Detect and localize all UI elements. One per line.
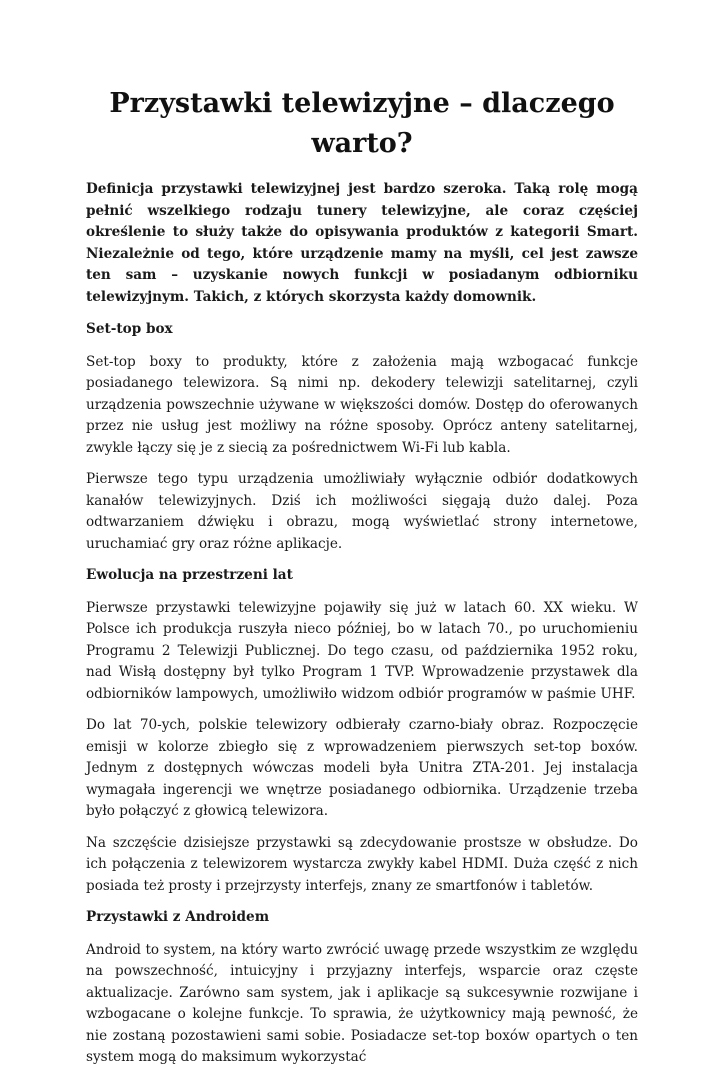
section-set-top-box xyxy=(86,319,638,555)
page-title: Przystawki telewizyjne – dlaczego warto? xyxy=(109,88,615,159)
paragraph: Do lat 70-ych, polskie telewizory odbierały czarno-biały obraz. Rozpoczęcie emisji w kolorze zbiegło się z wprowadzeniem pierwszych set-top boxów. Jednym z dostępnych wówczas modeli była Unitra ZTA-201. Jej instalacja wymagała ingerencji we wnętrze posiadanego odbiornika. Urządzenie trzeba było połączyć z głowicą telewizora. xyxy=(86,717,638,819)
paragraph: Android to system, na który warto zwrócić uwagę przede wszystkim ze względu na powszechność, intuicyjny i przyjazny interfejs, wsparcie oraz częste aktualizacje. Zarówno sam system, jak i aplikacje są sukcesywnie rozwijane i wzbogacane o kolejne funkcje. To sprawia, że użytkownicy mają pewność, że nie zostaną pozostawieni sami sobie. Posiadacze set-top boxów opartych o ten system mogą do maksimum wykorzystać xyxy=(86,941,638,1065)
paragraph: Na szczęście dzisiejsze przystawki są zdecydowanie prostsze w obsłudze. Do ich połączenia z telewizorem wystarcza zwykły kabel HDMI. Duża część z nich posiada też prosty i przejrzysty interfejs, znany ze smartfonów i tabletów. xyxy=(86,834,638,894)
paragraph: Set-top boxy to produkty, które z założenia mają wzbogacać funkcje posiadanego telewizora. Są nimi np. dekodery telewizji satelitarnej, czyli urządzenia powszechnie używane w większości domów. Dostęp do oferowanych przez nie usług jest możliwy na różne sposoby. Oprócz anteny satelitarnej, zwykle łączy się je z siecią za pośrednictwem Wi-Fi lub kabla. xyxy=(86,353,638,456)
section-android xyxy=(86,907,638,1069)
section-heading: Set-top box xyxy=(86,321,173,337)
section-heading: Ewolucja na przestrzeni lat xyxy=(86,567,293,583)
paragraph: Pierwsze przystawki telewizyjne pojawiły się już w latach 60. XX wieku. W Polsce ich produkcja ruszyła nieco później, bo w latach 70., po uruchomieniu Programu 2 Telewizji Publicznej. Do tego czasu, od października 1952 roku, nad Wisłą dostępny był tylko Program 1 TVP. Wprowadzenie przystawek dla odbiorników lampowych, umożliwiło widzom odbiór programów w paśmie UHF. xyxy=(86,599,638,702)
lead-paragraph: Definicja przystawki telewizyjnej jest bardzo szeroka. Taką rolę mogą pełnić wszelkiego rodzaju tunery telewizyjne, ale coraz częściej określenie to służy także do opisywania produktów z kategorii Smart. Niezależnie od tego, które urządzenie mamy na myśli, cel jest zawsze ten sam – uzyskanie nowych funkcji w posiadanym odbiorniku telewizyjnym. Takich, z których skorzysta każdy domownik. xyxy=(86,181,638,305)
section-ewolucja xyxy=(86,565,638,897)
section-heading: Przystawki z Androidem xyxy=(86,909,270,925)
paragraph: Pierwsze tego typu urządzenia umożliwiały wyłącznie odbiór dodatkowych kanałów telewizyjnych. Dziś ich możliwości sięgają dużo dalej. Poza odtwarzaniem dźwięku i obrazu, mogą wyświetlać strony internetowe, uruchamiać gry oraz różne aplikacje. xyxy=(86,471,638,552)
